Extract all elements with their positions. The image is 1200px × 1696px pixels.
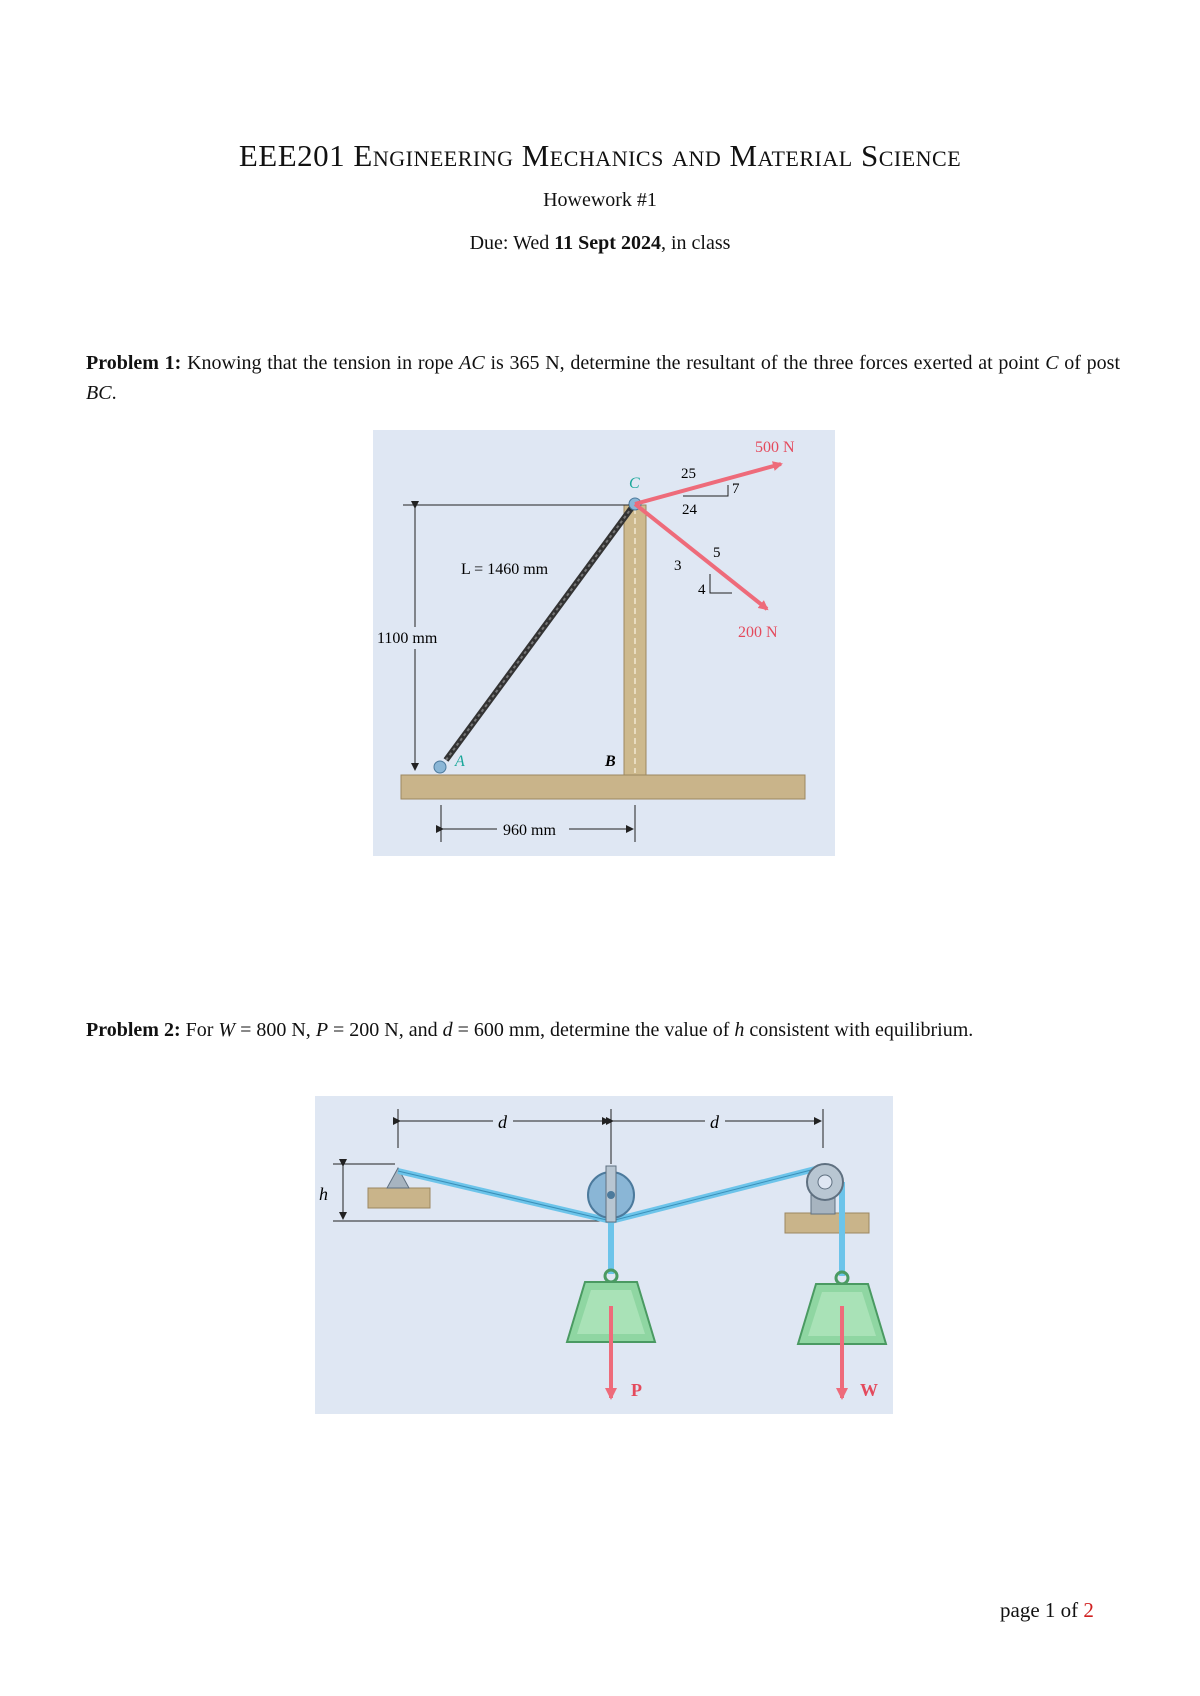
document-title: EEE201 Engineering Mechanics and Material Science	[238, 138, 962, 173]
math-d: d	[442, 1019, 453, 1041]
label-7: 7	[732, 481, 740, 497]
right-pulley-hub	[818, 1175, 832, 1189]
center-pulley-axle	[607, 1191, 615, 1199]
due-suffix: , in class	[660, 232, 731, 254]
due-prefix: Due: Wed	[469, 232, 555, 254]
text-run: is 365 N, determine the resultant of the three forces exerted at point	[484, 352, 1046, 374]
label-5: 5	[713, 545, 721, 561]
math-h: h	[734, 1019, 745, 1041]
label-25: 25	[681, 466, 696, 482]
math-bc: BC	[86, 382, 112, 404]
ground-beam	[401, 775, 805, 799]
label-200n: 200 N	[738, 624, 778, 641]
text-run: of post	[1058, 352, 1121, 374]
page-footer	[1000, 1598, 1094, 1623]
label-b: B	[605, 753, 616, 770]
figure-background	[315, 1096, 893, 1414]
label-1100: 1100 mm	[377, 630, 438, 647]
left-support-base	[368, 1188, 430, 1208]
problem-1-figure	[373, 430, 835, 856]
label-960: 960 mm	[503, 822, 556, 839]
label-d-left: d	[498, 1112, 507, 1132]
anchor-a	[434, 761, 446, 773]
homework-subtitle: Howework #1	[543, 189, 657, 211]
text-run: Knowing that the tension in rope	[181, 352, 460, 374]
label-w: W	[860, 1380, 878, 1400]
label-h: h	[319, 1184, 328, 1204]
due-line	[0, 232, 1200, 255]
page-number-text: page 1 of	[1000, 1598, 1084, 1622]
label-24: 24	[682, 502, 697, 518]
problem-2-label: Problem 2:	[86, 1019, 181, 1041]
math-w: W	[218, 1019, 236, 1041]
label-500n: 500 N	[755, 439, 795, 456]
page-total-link[interactable]: 2	[1083, 1598, 1094, 1622]
label-p: P	[631, 1380, 642, 1400]
text-run: = 600 mm, determine the value of	[452, 1019, 735, 1041]
text-run: = 200 N, and	[328, 1019, 443, 1041]
problem-1-label: Problem 1:	[86, 352, 182, 374]
problem-2-statement	[86, 1015, 1120, 1045]
label-3: 3	[674, 558, 682, 574]
problem-1-statement	[86, 348, 1120, 408]
math-ac: AC	[459, 352, 485, 374]
due-date: 11 Sept 2024	[554, 232, 661, 254]
label-length: L = 1460 mm	[461, 561, 549, 578]
text-run: = 800 N,	[235, 1019, 316, 1041]
text-run: .	[111, 382, 117, 404]
math-p: P	[315, 1019, 329, 1041]
label-d-right: d	[710, 1112, 719, 1132]
label-4: 4	[698, 582, 706, 598]
label-c: C	[629, 475, 640, 492]
problem-2-figure	[315, 1096, 893, 1414]
right-support-base	[785, 1213, 869, 1233]
label-a: A	[455, 753, 465, 770]
text-run: consistent with equilibrium.	[744, 1019, 974, 1041]
math-c: C	[1045, 352, 1059, 374]
text-run: For	[180, 1019, 219, 1041]
